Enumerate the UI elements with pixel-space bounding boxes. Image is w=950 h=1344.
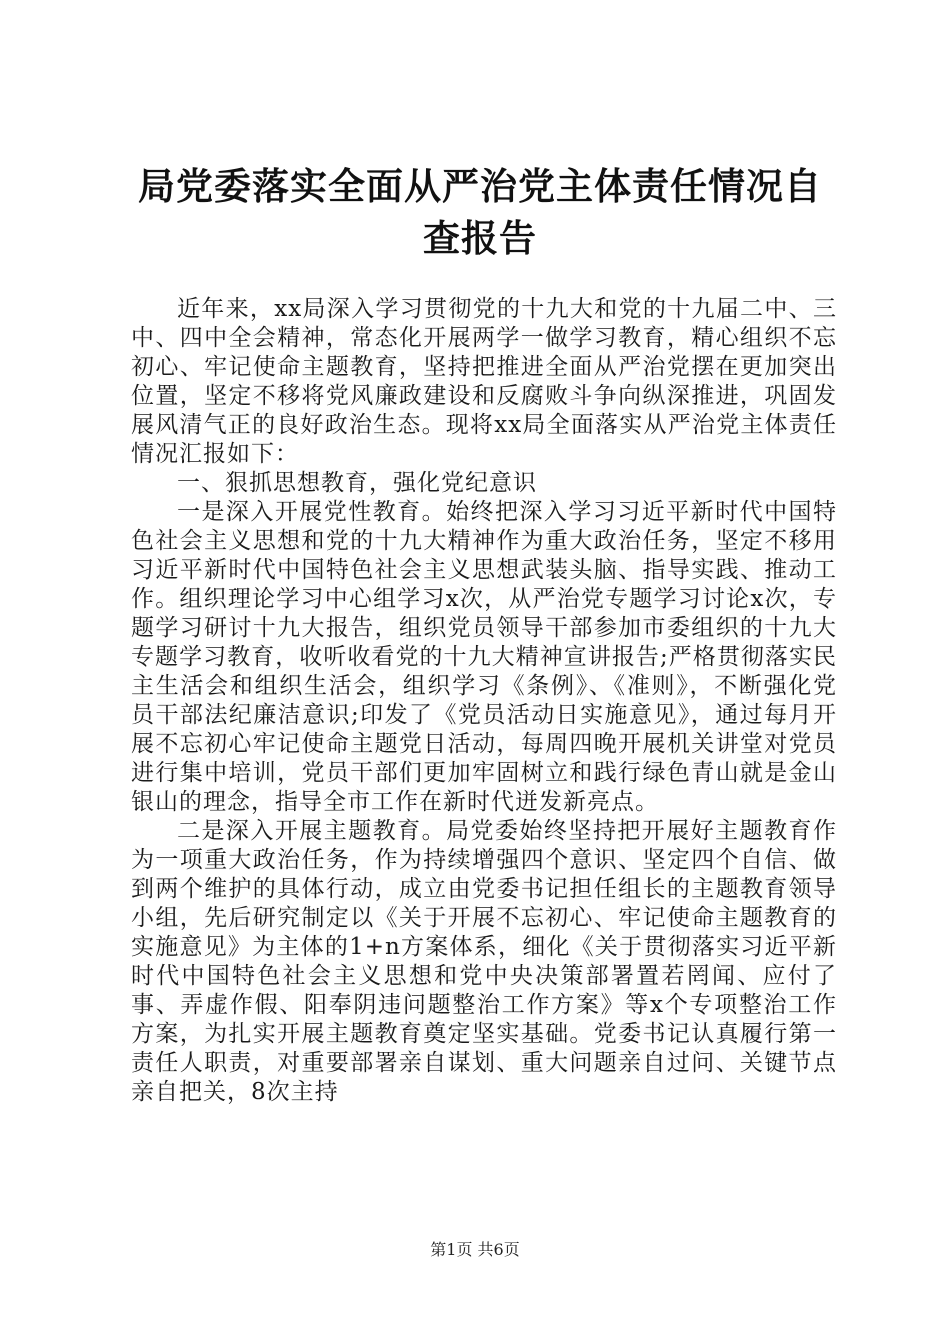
section-heading: 一、狠抓思想教育，强化党纪意识 <box>177 470 537 496</box>
page-number-footer: 第1页 共6页 <box>430 1240 520 1259</box>
document-title: 局党委落实全面从严治党主体责任情况自查报告 <box>138 164 822 260</box>
body-paragraph: 一是深入开展党性教育。始终把深入学习习近平新时代中国特色社会主义思想和党的十九大精神作为重大政治任务，坚定不移用习近平新时代中国特色社会主义思想武装头脑、指导实践、推动工作。组织理论学习中心组学习x次，从严治党专题学习讨论x次，专题学习研讨十九大报告，组织党员领导干部参加市委组织的十九大专题学习教育，收听收看党的十九大精神宣讲报告;严格贯彻落实民主生活会和组织生活会，组织学习《条例》、《准则》，不断强化党员干部法纪廉洁意识;印发了《党员活动日实施意见》，通过每月开展不忘初心牢记使命主题党日活动，每周四晚开展机关讲堂对党员进行集中培训，党员干部们更加牢固树立和践行绿色青山就是金山银山的理念，指导全市工作在新时代迸发新亮点。 <box>131 499 837 815</box>
document-body <box>131 295 837 1107</box>
intro-paragraph: 近年来，xx局深入学习贯彻党的十九大和党的十九届二中、三中、四中全会精神，常态化开展两学一做学习教育，精心组织不忘初心、牢记使命主题教育，坚持把推进全面从严治党摆在更加突出位置，坚定不移将党风廉政建设和反腐败斗争向纵深推进，巩固发展风清气正的良好政治生态。现将xx局全面落实从严治党主体责任情况汇报如下： <box>131 296 837 467</box>
body-paragraph: 二是深入开展主题教育。局党委始终坚持把开展好主题教育作为一项重大政治任务，作为持续增强四个意识、坚定四个自信、做到两个维护的具体行动，成立由党委书记担任组长的主题教育领导小组，先后研究制定以《关于开展不忘初心、牢记使命主题教育的实施意见》为主体的1+n方案体系，细化《关于贯彻落实习近平新时代中国特色社会主义思想和党中央决策部署置若罔闻、应付了事、弄虚作假、阳奉阴违问题整治工作方案》等x个专项整治工作方案，为扎实开展主题教育奠定坚实基础。党委书记认真履行第一责任人职责，对重要部署亲自谋划、重大问题亲自过问、关键节点亲自把关，8次主持 <box>131 818 837 1105</box>
